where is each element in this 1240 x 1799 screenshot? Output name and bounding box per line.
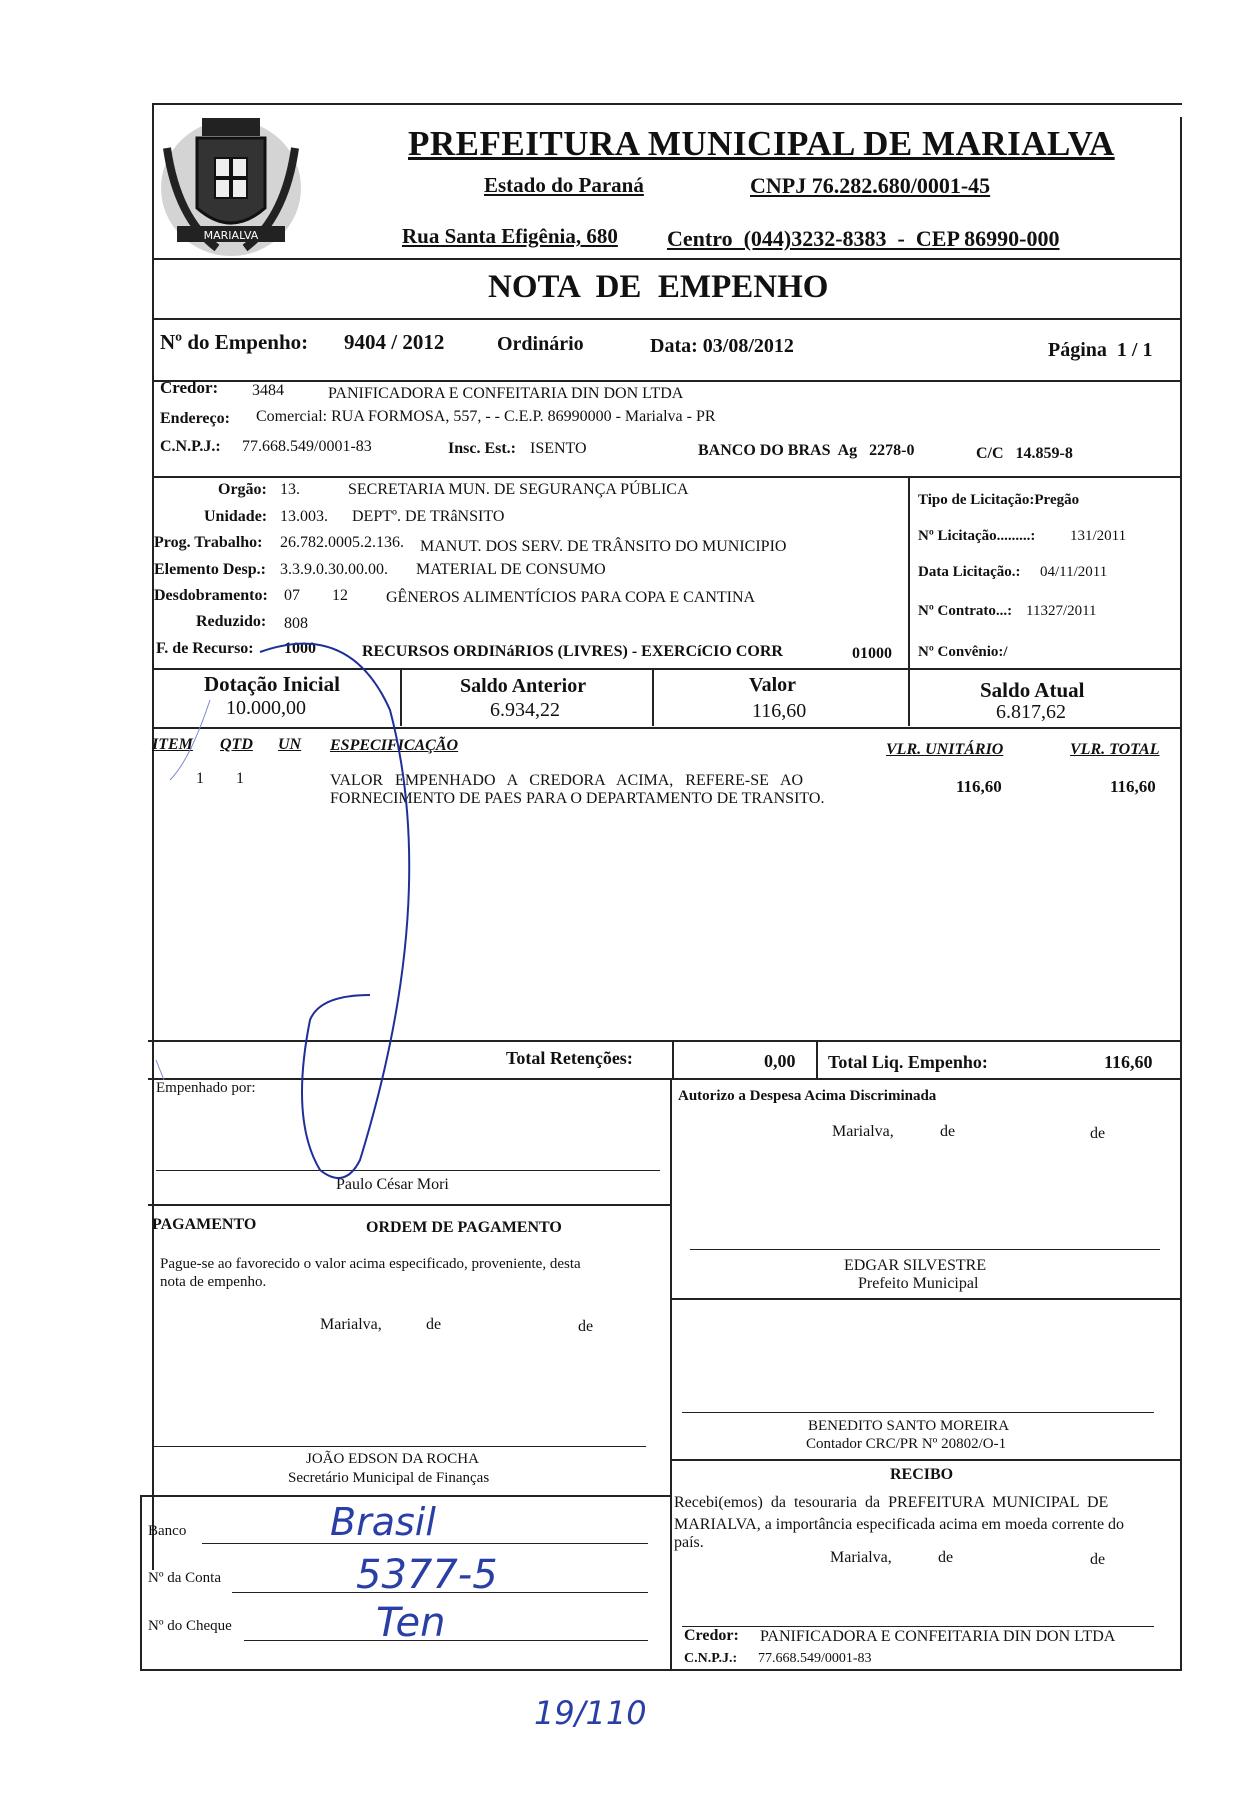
credor-bank: BANCO DO BRAS Ag 2278-0 [698, 442, 915, 459]
licitacao-tipo: Tipo de Licitação:Pregão [918, 492, 1080, 508]
totals-divider [148, 1078, 1182, 1080]
secretario-role: Secretário Municipal de Finanças [288, 1470, 490, 1486]
col-vlr-unit: VLR. UNITÁRIO [886, 741, 1004, 758]
pagamento-de1: de [426, 1316, 442, 1333]
header-address: Rua Santa Efigênia, 680 [402, 224, 618, 248]
page-mark: 19/110 [534, 1694, 647, 1732]
header-title: PREFEITURA MUNICIPAL DE MARIALVA [408, 124, 1115, 163]
saldo-anterior-value: 6.934,22 [490, 699, 560, 721]
bal-div-1 [400, 670, 402, 726]
banco-section-top [140, 1495, 672, 1497]
unidade-code: 13.003. [280, 508, 328, 525]
frame-right [1180, 117, 1182, 1669]
tot-div-1 [672, 1042, 674, 1078]
recibo-credor-label: Credor: [684, 1627, 739, 1644]
retencoes-value: 0,00 [764, 1051, 796, 1071]
convenio: Nº Convênio:/ [918, 644, 1008, 660]
frec-label: F. de Recurso: [156, 640, 254, 657]
header-cnpj: CNPJ 76.282.680/0001-45 [750, 173, 991, 198]
banco-handwriting: Brasil [330, 1500, 436, 1544]
licitacao-data: 04/11/2011 [1040, 564, 1108, 580]
valor-value: 116,60 [752, 700, 807, 722]
budget-divider [152, 668, 1182, 670]
licitacao-num-label: Nº Licitação.........: [918, 528, 1036, 544]
secretario-sign-line [152, 1446, 646, 1447]
recibo-top [670, 1459, 1182, 1461]
desd-desc: GÊNEROS ALIMENTÍCIOS PARA COPA E CANTINA [386, 589, 756, 606]
licitacao-divider [908, 478, 910, 668]
empenho-label: Nº do Empenho: [160, 330, 309, 354]
credor-label: Credor: [160, 378, 219, 397]
recibo-cnpj: 77.668.549/0001-83 [758, 1651, 872, 1666]
pagamento-text1: Pague-se ao favorecido o valor acima especificado, proveniente, desta [160, 1256, 581, 1272]
elem-label: Elemento Desp.: [154, 561, 266, 578]
credor-cnpj-label: C.N.P.J.: [160, 438, 221, 455]
doc-title: NOTA DE EMPENHO [488, 269, 829, 305]
dotacao-value: 10.000,00 [226, 697, 306, 719]
empenhado-por-label: Empenhado por: [156, 1080, 256, 1096]
col-un: UN [278, 736, 302, 753]
title-divider [152, 318, 1182, 320]
pagamento-label: PAGAMENTO [152, 1216, 257, 1233]
conta-label: Nº da Conta [148, 1570, 221, 1586]
retencoes-label: Total Retenções: [506, 1048, 633, 1068]
autorizo-de2: de [1090, 1125, 1106, 1142]
empenho-divider [152, 380, 1182, 382]
frec-code2: 01000 [852, 645, 892, 662]
reduzido-code: 808 [284, 615, 308, 632]
contador-name: BENEDITO SANTO MOREIRA [808, 1418, 1010, 1434]
recibo-title: RECIBO [890, 1466, 954, 1483]
empenhado-sign-line [156, 1170, 660, 1171]
recibo-de2: de [1090, 1551, 1106, 1568]
orgao-label: Orgão: [218, 481, 267, 498]
header-state: Estado do Paraná [484, 173, 644, 197]
licitacao-data-label: Data Licitação.: [918, 564, 1021, 580]
contrato-label: Nº Contrato...: [918, 603, 1013, 619]
liq-value: 116,60 [1104, 1052, 1153, 1072]
frec-desc: RECURSOS ORDINáRIOS (LIVRES) - EXERCíCIO CORR [362, 643, 783, 660]
credor-insc: ISENTO [530, 440, 587, 457]
header-divider [152, 258, 1182, 260]
saldo-atual-value: 6.817,62 [996, 701, 1066, 723]
desd-code2: 12 [332, 587, 348, 604]
elem-desc: MATERIAL DE CONSUMO [416, 561, 606, 578]
secretario-name: JOÃO EDSON DA ROCHA [306, 1451, 479, 1467]
municipal-crest-logo [157, 108, 305, 258]
recibo-sign-line [682, 1626, 1154, 1627]
contador-role: Contador CRC/PR Nº 20802/O-1 [806, 1436, 1007, 1452]
crest-banner-text: MARIALVA [203, 229, 259, 242]
licitacao-num: 131/2011 [1070, 528, 1127, 544]
item-row-num: 1 [196, 770, 204, 787]
recibo-place: Marialva, [830, 1549, 892, 1566]
pagamento-text2: nota de empenho. [160, 1274, 267, 1290]
col-vlr-total: VLR. TOTAL [1070, 741, 1160, 758]
prog-label: Prog. Trabalho: [154, 534, 263, 551]
contrato: 11327/2011 [1026, 603, 1097, 619]
reduzido-label: Reduzido: [196, 613, 267, 630]
prog-desc: MANUT. DOS SERV. DE TRÂNSITO DO MUNICIPIO [420, 538, 787, 555]
col-item: ITEM [152, 736, 193, 753]
cheque-handwriting: Ten [376, 1600, 446, 1646]
header-address-rest: Centro (044)3232-8383 - CEP 86990-000 [667, 226, 1060, 251]
credor-address: Comercial: RUA FORMOSA, 557, - - C.E.P. 86990000 - Marialva - PR [256, 408, 716, 425]
credor-cc: C/C 14.859-8 [976, 445, 1073, 462]
liq-label: Total Liq. Empenho: [828, 1052, 988, 1072]
item-row-total: 116,60 [1110, 777, 1156, 796]
item-row-unit: 116,60 [956, 777, 1002, 796]
recibo-credor: PANIFICADORA E CONFEITARIA DIN DON LTDA [760, 1628, 1116, 1645]
conta-handwriting: 5377-5 [356, 1552, 498, 1598]
credor-name: PANIFICADORA E CONFEITARIA DIN DON LTDA [328, 385, 684, 402]
valor-label: Valor [749, 674, 797, 696]
empenho-type: Ordinário [497, 333, 584, 355]
prefeito-role: Prefeito Municipal [858, 1275, 979, 1292]
credor-code: 3484 [252, 382, 284, 399]
bal-div-3 [908, 670, 910, 726]
recibo-text2: MARIALVA, a importância especificada acima em moeda corrente do [674, 1516, 1125, 1533]
empenho-page: Página 1 / 1 [1048, 339, 1153, 361]
empenhado-name: Paulo César Mori [336, 1176, 449, 1193]
unidade-desc: DEPTº. DE TRâNSITO [352, 508, 505, 525]
frec-code: 1000 [284, 640, 316, 657]
items-bottom [148, 1040, 1182, 1042]
banco-label: Banco [148, 1523, 187, 1539]
col-espec: ESPECIFICAÇÃO [330, 737, 459, 754]
pagamento-place: Marialva, [320, 1316, 382, 1333]
credor-insc-label: Insc. Est.: [448, 440, 517, 457]
item-row-spec2: FORNECIMENTO DE PAES PARA O DEPARTAMENTO DE TRANSITO. [330, 790, 825, 807]
dotacao-label: Dotação Inicial [204, 672, 340, 696]
frame-left-lower [140, 1495, 142, 1671]
cheque-line [244, 1640, 648, 1641]
recibo-text3: país. [674, 1534, 704, 1551]
autorizo-de1: de [940, 1123, 956, 1140]
contador-sign-line [682, 1412, 1154, 1413]
prefeito-divider [670, 1298, 1182, 1300]
ordem-pagamento: ORDEM DE PAGAMENTO [366, 1219, 562, 1236]
col-qtd: QTD [220, 736, 253, 753]
desd-code: 07 [284, 587, 300, 604]
saldo-atual-label: Saldo Atual [980, 678, 1085, 702]
balances-divider [152, 727, 1182, 729]
frame-top [152, 103, 1182, 105]
bal-div-2 [652, 670, 654, 726]
pagamento-top [148, 1204, 672, 1206]
autorizo-label: Autorizo a Despesa Acima Discriminada [678, 1088, 937, 1104]
frame-bottom [140, 1669, 1182, 1671]
recibo-de1: de [938, 1549, 954, 1566]
orgao-desc: SECRETARIA MUN. DE SEGURANÇA PÚBLICA [348, 481, 689, 498]
prog-code: 26.782.0005.2.136. [280, 534, 404, 551]
orgao-code: 13. [280, 481, 300, 498]
prefeito-sign-line [690, 1249, 1160, 1250]
autorizo-place: Marialva, [832, 1123, 894, 1140]
empenho-number: 9404 / 2012 [344, 330, 445, 354]
credor-divider [152, 476, 1182, 478]
frame-left [152, 103, 154, 1570]
credor-address-label: Endereço: [160, 410, 230, 427]
empenho-date: Data: 03/08/2012 [650, 335, 794, 357]
unidade-label: Unidade: [204, 508, 268, 525]
recibo-cnpj-label: C.N.P.J.: [684, 1651, 738, 1666]
lower-center-divider [670, 1078, 672, 1671]
recibo-text1: Recebi(emos) da tesouraria da PREFEITURA MUNICIPAL DE [674, 1494, 1109, 1511]
cheque-label: Nº do Cheque [148, 1618, 232, 1634]
elem-code: 3.3.9.0.30.00.00. [280, 561, 388, 578]
pagamento-de2: de [578, 1318, 594, 1335]
saldo-anterior-label: Saldo Anterior [460, 675, 587, 697]
credor-cnpj: 77.668.549/0001-83 [242, 438, 372, 455]
item-row-spec1: VALOR EMPENHADO A CREDORA ACIMA, REFERE-SE AO [330, 772, 804, 789]
desd-label: Desdobramento: [154, 587, 268, 604]
item-row-qtd: 1 [236, 770, 244, 787]
tot-div-2 [816, 1042, 818, 1078]
prefeito-name: EDGAR SILVESTRE [844, 1257, 987, 1274]
